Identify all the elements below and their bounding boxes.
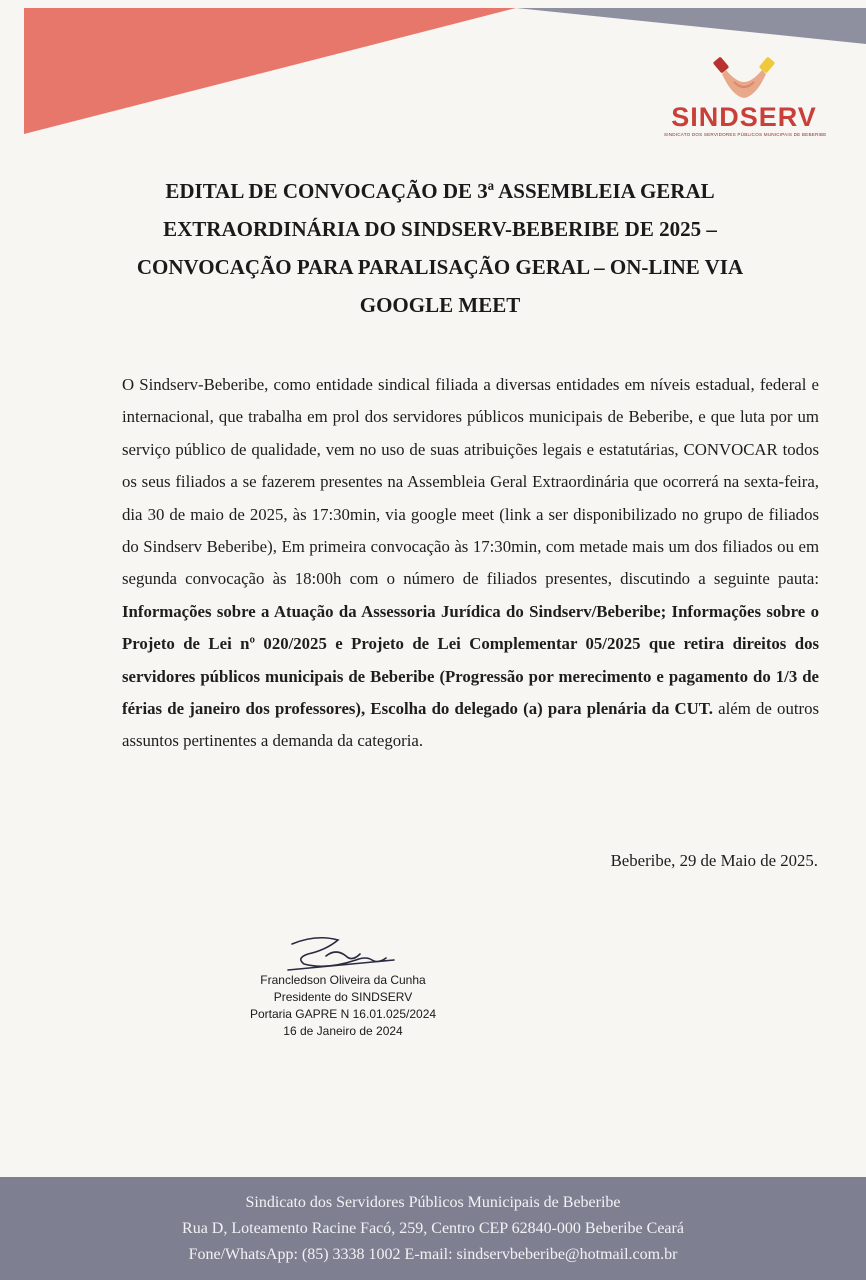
title-line: EXTRAORDINÁRIA DO SINDSERV-BEBERIBE DE 2025 – bbox=[163, 217, 717, 241]
convocation-paragraph bbox=[122, 369, 819, 758]
logo-wordmark: SINDSERV bbox=[671, 102, 817, 132]
signer-name: Francledson Oliveira da Cunha bbox=[260, 973, 426, 987]
header-coral-wedge bbox=[24, 8, 516, 134]
footer-organization: Sindicato dos Servidores Públicos Municipais de Beberibe bbox=[245, 1194, 621, 1211]
footer-contact: Fone/WhatsApp: (85) 3338 1002 E-mail: sindservbeberibe@hotmail.com.br bbox=[188, 1246, 678, 1263]
footer-address: Rua D, Loteamento Racine Facó, 259, Centro CEP 62840-000 Beberibe Ceará bbox=[182, 1220, 684, 1237]
footer-text bbox=[0, 1190, 866, 1268]
handshake-icon bbox=[706, 52, 782, 106]
document-title bbox=[120, 172, 760, 324]
signature-text bbox=[228, 972, 458, 1040]
signer-portaria: Portaria GAPRE N 16.01.025/2024 bbox=[249, 1007, 437, 1021]
header-grey-wedge bbox=[516, 8, 866, 44]
footer-band bbox=[0, 1177, 866, 1280]
sindserv-logo bbox=[664, 52, 827, 142]
signer-role: Presidente do SINDSERV bbox=[273, 990, 413, 1004]
place-and-date: Beberibe, 29 de Maio de 2025. bbox=[610, 851, 818, 870]
title-line: EDITAL DE CONVOCAÇÃO DE 3ª ASSEMBLEIA GERAL bbox=[165, 179, 715, 203]
signer-date: 16 de Janeiro de 2024 bbox=[283, 1024, 403, 1038]
logo-subtitle: SINDICATO DOS SERVIDORES PÚBLICOS MUNICIPAIS DE BEBERIBE bbox=[664, 132, 827, 137]
title-line: GOOGLE MEET bbox=[359, 293, 521, 317]
title-line: CONVOCAÇÃO PARA PARALISAÇÃO GERAL – ON-LINE VIA bbox=[136, 255, 744, 279]
paragraph-closing: além de outros assuntos pertinentes a demanda da categoria. bbox=[122, 699, 820, 751]
paragraph-intro: O Sindserv-Beberibe, como entidade sindical filiada a diversas entidades em níveis estadual, federal e internacional, que trabalha em prol dos servidores públicos municipais de Beberibe, e que luta por um serviço público de qualidade, vem no uso de suas atribuições legais e estatutárias, CONVOCAR todos os seus filiados a se fazerem presentes na Assembleia Geral Extraordinária que ocorrerá na sexta-feira, dia 30 de maio de 2025, às 17:30min, via google meet (link a ser disponibilizado no grupo de filiados do Sindserv Beberibe), Em primeira convocação às 17:30min, com metade mais um dos filiados ou em segunda convocação às 18:00h com o número de filiados presentes, discutindo a seguinte pauta: bbox=[122, 375, 819, 589]
paragraph-agenda: Informações sobre a Atuação da Assessoria Jurídica do Sindserv/Beberibe; Informações sobre o Projeto de Lei nº 020/2025 e Projeto de Lei Complementar 05/2025 que retira direitos dos servidores públicos municipais de Beberibe (Progressão por merecimento e pagamento do 1/3 de férias de janeiro dos professores), Escolha do delegado (a) para plenária da CUT. bbox=[122, 601, 819, 719]
